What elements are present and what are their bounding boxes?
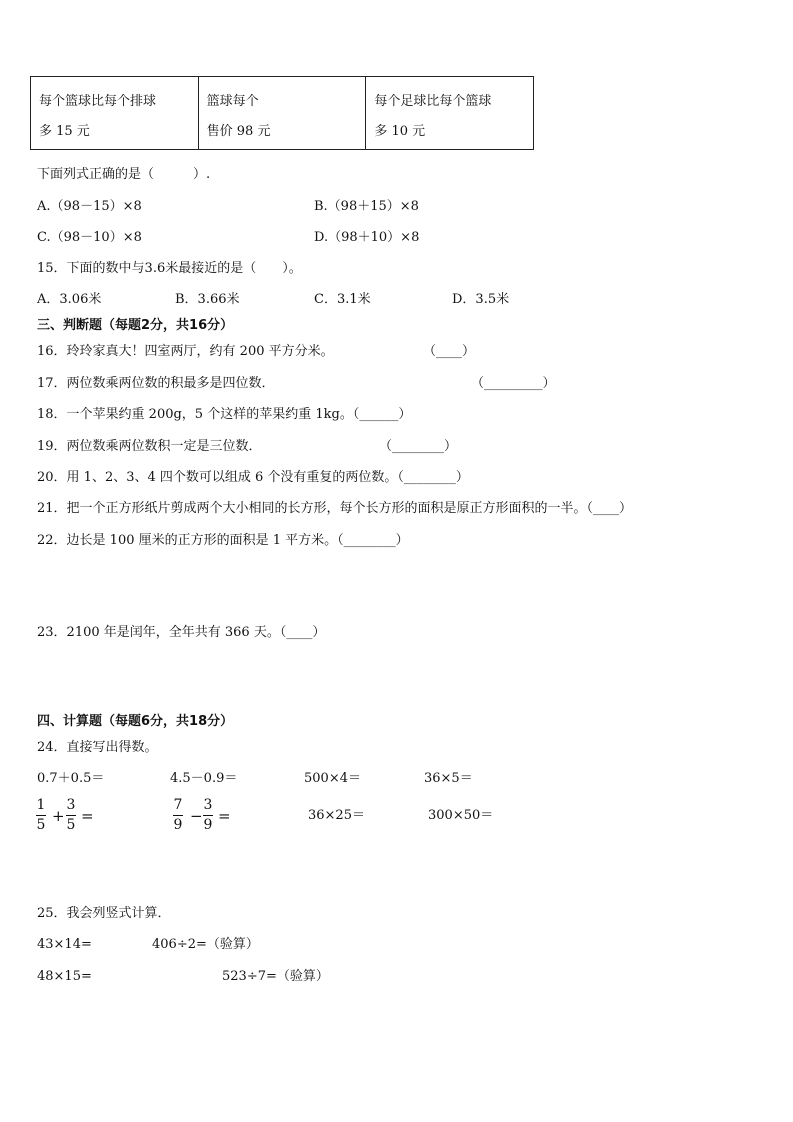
q16-text: 16．玲玲家真大！四室两厅，约有 200 平方分米。 bbox=[37, 344, 334, 359]
denominator: 9 bbox=[203, 817, 213, 833]
q24-item: 300×50＝ bbox=[428, 808, 494, 823]
q24-item: 500×4＝ bbox=[304, 771, 361, 786]
table-cell-line2: 多 10 元 bbox=[374, 124, 426, 139]
q15-option-d: D．3.5米 bbox=[452, 292, 510, 307]
numerator: 1 bbox=[36, 797, 46, 813]
table-cell-line1: 篮球每个 bbox=[206, 94, 259, 109]
equals-sign: = bbox=[81, 807, 94, 825]
section4-title: 四、计算题（每题6分，共18分） bbox=[37, 714, 234, 729]
q17-text: 17．两位数乘两位数的积最多是四位数． bbox=[37, 376, 275, 391]
q14-stem: 下面列式正确的是（ ）. bbox=[37, 167, 211, 182]
q14-option-a: A.（98－15）×8 bbox=[37, 199, 142, 214]
q21-text: 21．把一个正方形纸片剪成两个大小相同的长方形，每个长方形的面积是原正方形面积的一半。（____） bbox=[37, 501, 633, 516]
operator: + bbox=[52, 807, 65, 825]
q24-item: 36×25＝ bbox=[308, 808, 365, 823]
q14-option-d: D.（98＋10）×8 bbox=[314, 230, 420, 245]
table-cell bbox=[31, 77, 199, 150]
fraction-bar bbox=[173, 815, 183, 816]
q25-item: 43×14= bbox=[37, 937, 92, 952]
q15-stem: 15．下面的数中与3.6米最接近的是（ ）。 bbox=[37, 261, 302, 276]
table-cell-line1: 每个篮球比每个排球 bbox=[39, 94, 157, 109]
q16-answer-blank[interactable]: （____） bbox=[423, 344, 476, 359]
q24-stem: 24．直接写出得数。 bbox=[37, 740, 158, 755]
equals-sign: = bbox=[218, 807, 231, 825]
q23-text: 23．2100 年是闰年，全年共有 366 天。（____） bbox=[37, 625, 326, 640]
q17-answer-blank[interactable]: （_________） bbox=[471, 376, 556, 391]
q25-item: 406÷2=（验算） bbox=[152, 937, 259, 952]
fraction bbox=[36, 797, 46, 834]
section3-title: 三、判断题（每题2分，共16分） bbox=[37, 318, 234, 333]
q25-item: 523÷7=（验算） bbox=[222, 969, 329, 984]
denominator: 5 bbox=[36, 817, 46, 833]
q19-answer-blank[interactable]: （________） bbox=[379, 439, 458, 454]
price-info-table bbox=[30, 76, 534, 150]
fraction-bar bbox=[36, 815, 46, 816]
q20-text: 20．用 1、2、3、4 四个数可以组成 6 个没有重复的两位数。（________） bbox=[37, 470, 469, 485]
q22-text: 22．边长是 100 厘米的正方形的面积是 1 平方米。（________） bbox=[37, 533, 409, 548]
q19-text: 19．两位数乘两位数积一定是三位数． bbox=[37, 439, 262, 454]
q15-option-c: C．3.1米 bbox=[314, 292, 371, 307]
table-cell-line1: 每个足球比每个篮球 bbox=[374, 94, 492, 109]
table-cell-line2: 售价 98 元 bbox=[206, 124, 271, 139]
fraction bbox=[66, 797, 76, 834]
numerator: 3 bbox=[203, 797, 213, 813]
fraction bbox=[173, 797, 183, 834]
q25-stem: 25．我会列竖式计算． bbox=[37, 906, 171, 921]
numerator: 7 bbox=[173, 797, 183, 813]
operator: − bbox=[190, 807, 203, 825]
table-cell bbox=[198, 77, 366, 150]
q14-option-b: B.（98＋15）×8 bbox=[314, 199, 419, 214]
q25-item: 48×15= bbox=[37, 969, 92, 984]
table-cell bbox=[366, 77, 534, 150]
q15-option-b: B．3.66米 bbox=[175, 292, 240, 307]
denominator: 5 bbox=[66, 817, 76, 833]
table-cell-line2: 多 15 元 bbox=[39, 124, 90, 139]
q18-text: 18．一个苹果约重 200g，5 个这样的苹果约重 1kg。（______） bbox=[37, 407, 412, 422]
q24-item: 36×5＝ bbox=[424, 771, 473, 786]
q24-item: 0.7＋0.5＝ bbox=[37, 771, 105, 786]
fraction bbox=[203, 797, 213, 834]
fraction-bar bbox=[203, 815, 213, 816]
q24-item: 4.5－0.9＝ bbox=[170, 771, 238, 786]
q14-option-c: C.（98－10）×8 bbox=[37, 230, 142, 245]
fraction-bar bbox=[66, 815, 76, 816]
denominator: 9 bbox=[173, 817, 183, 833]
numerator: 3 bbox=[66, 797, 76, 813]
q15-option-a: A．3.06米 bbox=[37, 292, 102, 307]
